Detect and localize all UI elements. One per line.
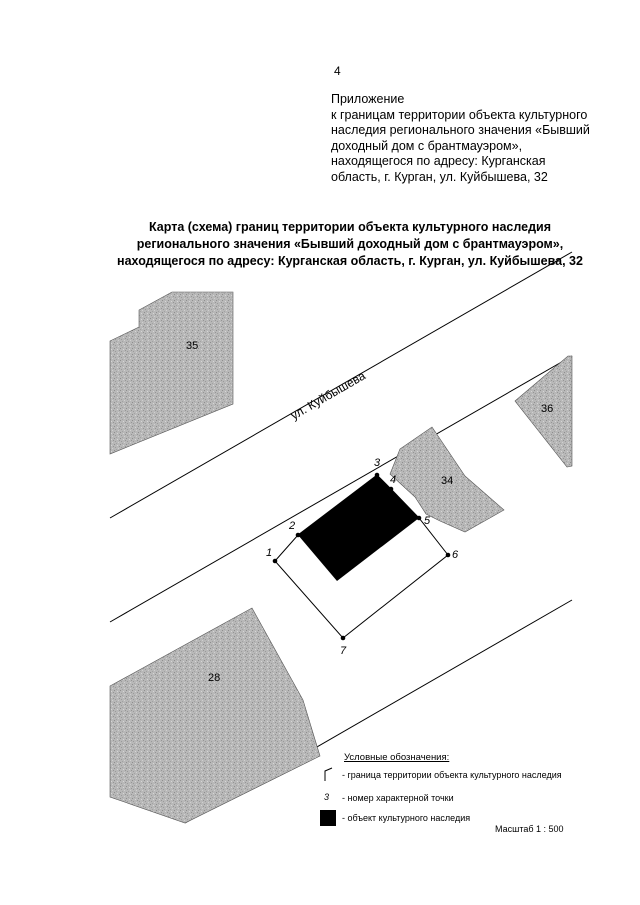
appendix-line: Приложение [331,92,405,106]
legend-label: - объект культурного наследия [342,813,471,823]
legend-label: - граница территории объекта культурного наследия [342,770,562,780]
point-label-5: 5 [424,515,431,527]
page-number: 4 [334,64,341,78]
appendix-line: находящегося по адресу: Курганская [331,154,546,168]
boundary-symbol-icon [320,767,336,783]
point-label-4: 4 [390,474,397,486]
scale-value: 1 : 500 [536,824,564,834]
street-label: ул. Куйбышева [288,368,368,423]
building-35 [110,292,233,454]
appendix-line: к границам территории объекта культурного [331,107,588,122]
map-title-line: Карта (схема) границ территории объекта культурного наследия [149,220,551,234]
point-number-symbol: 3 [324,792,330,802]
map-title-line: находящегося по адресу: Курганская область, г. Курган, ул. Куйбышева, 32 [117,254,583,268]
appendix-line: доходный дом с брантмауэром», [331,138,523,153]
appendix-line: наследия регионального значения «Бывший [331,123,590,137]
boundary-point-1 [273,559,278,564]
building-28 [110,608,320,823]
point-label-1: 1 [266,547,273,559]
appendix-line: область, г. Курган, ул. Куйбышева, 32 [331,169,548,184]
map-title-line: регионального значения «Бывший доходный дом с брантмауэром», [136,237,564,251]
boundary-point-5 [417,516,422,521]
heritage-object [298,475,419,581]
boundary-point-6 [446,553,451,558]
boundary-point-7 [341,636,346,641]
heritage-object-symbol-icon [320,810,336,826]
building-label-36: 36 [541,403,554,415]
boundary-point-3 [375,473,380,478]
building-label-28: 28 [208,672,221,684]
legend-title: Условные обозначения: [344,752,450,763]
boundary-point-2 [296,533,301,538]
legend-label: - номер характерной точки [342,793,454,803]
building-label-35: 35 [186,340,199,352]
point-label-2: 2 [289,520,296,532]
point-label-3: 3 [374,457,381,469]
boundary-point-4 [389,487,394,492]
scale-label: Масштаб [495,824,534,834]
scale [495,824,564,834]
point-label-6: 6 [452,549,459,561]
building-label-34: 34 [441,475,454,487]
point-label-7: 7 [340,645,347,657]
